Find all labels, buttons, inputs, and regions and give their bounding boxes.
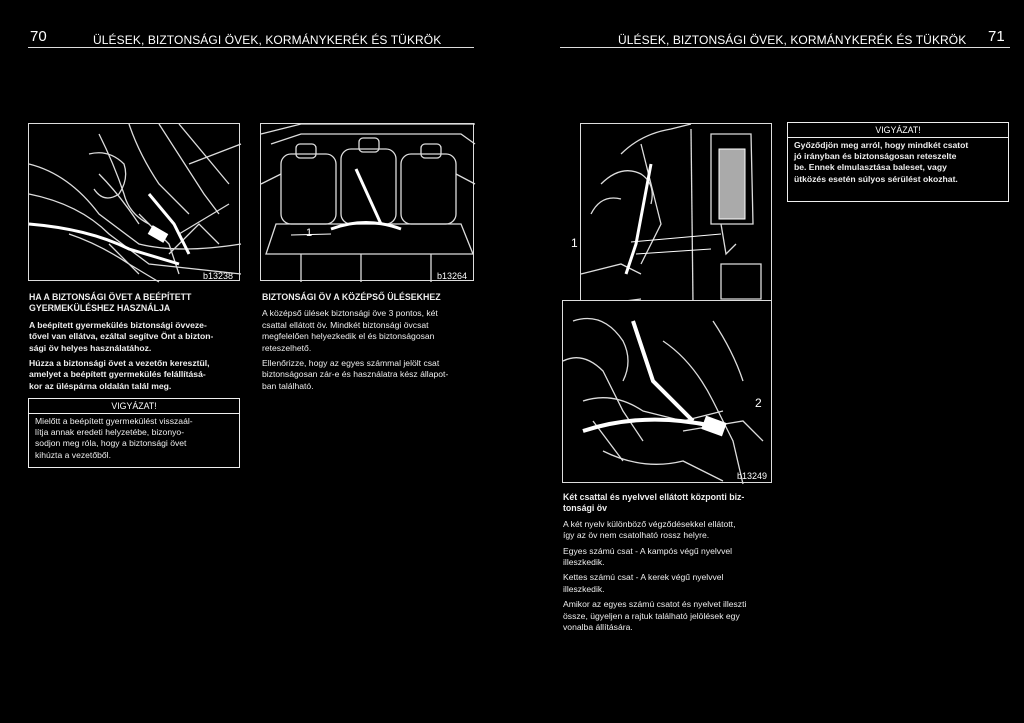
figure-center-belt-buckles bbox=[562, 300, 772, 483]
warning2-line: jó irányban és biztonságosan reteszelte bbox=[794, 151, 957, 162]
warning1-line: Mielőtt a beépített gyermekülést visszaál- bbox=[35, 416, 193, 426]
section3-para2-line: illeszkedik. bbox=[563, 557, 605, 568]
warning1-body bbox=[29, 414, 239, 464]
section3-para4 bbox=[563, 599, 783, 633]
warning2-body bbox=[788, 138, 1008, 188]
section1-para2 bbox=[29, 358, 241, 392]
left-page-number: 70 bbox=[30, 28, 47, 45]
warning1-line: sodjon meg róla, hogy a biztonsági övet bbox=[35, 438, 187, 449]
section3-para4-line: Amikor az egyes számú csatot és nyelvet illeszti bbox=[563, 599, 747, 610]
section-center-seat-belt bbox=[262, 292, 476, 396]
section3-heading bbox=[563, 492, 783, 515]
section3-para2-line: Egyes számú csat - A kampós végű nyelvvel bbox=[563, 545, 733, 556]
warning2-line: ütközés esetén súlyos sérülést okozhat. bbox=[794, 173, 958, 184]
section2-para2-line: Ellenőrizze, hogy az egyes számmal jelölt csat bbox=[262, 358, 440, 369]
section3-para4-line: össze, ügyeljen a rajtuk található jelölések egy bbox=[563, 610, 740, 621]
section1-heading-line1: HA A BIZTONSÁGI ÖVET A BEÉPÍTETT bbox=[29, 292, 192, 302]
figure1-code: b13238 bbox=[203, 271, 234, 281]
right-page-header: ÜLÉSEK, BIZTONSÁGI ÖVEK, KORMÁNYKERÉK ÉS TÜKRÖK bbox=[618, 33, 967, 47]
section1-para1-line: A beépített gyermekülés biztonsági övveze- bbox=[29, 319, 207, 330]
right-page-number: 71 bbox=[988, 28, 1005, 45]
warning1-line: kihúzta a vezetőből. bbox=[35, 449, 111, 460]
child-seat-illustration bbox=[29, 124, 241, 282]
section3-para3 bbox=[563, 572, 783, 595]
section2-heading: BIZTONSÁGI ÖV A KÖZÉPSŐ ÜLÉSEKHEZ bbox=[262, 292, 441, 302]
section1-para2-line: amelyet a beépített gyermekülés felállításá- bbox=[29, 369, 206, 380]
figure-buckle-detail bbox=[571, 123, 772, 310]
section-child-seat bbox=[29, 292, 241, 396]
figure2-code: b13264 bbox=[437, 271, 468, 281]
warning2-title: VIGYÁZAT! bbox=[788, 123, 1008, 138]
warning2-line: be. Ennek elmulasztása baleset, vagy bbox=[794, 162, 947, 173]
section3-para1-line: A két nyelv különböző végződésekkel ellátott, bbox=[563, 518, 736, 529]
right-header-rule bbox=[560, 47, 1010, 48]
section1-para1-line: tővel van ellátva, ezáltal segítve Önt a bizton- bbox=[29, 331, 214, 342]
section3-para4-line: vonalba állítására. bbox=[563, 622, 633, 633]
section2-para1-line: A középső ülések biztonsági öve 3 pontos, két bbox=[262, 308, 438, 319]
figure4-callout-2: 2 bbox=[755, 396, 762, 410]
left-header-rule bbox=[28, 47, 474, 48]
section1-para1-line: sági öv helyes használatához. bbox=[29, 342, 152, 353]
warning-box-child-seat bbox=[28, 398, 240, 468]
section2-para2 bbox=[262, 358, 476, 392]
section2-para2-line: biztonságosan zár-e és használatra kész állapot- bbox=[262, 369, 449, 380]
section2-para1-line: reteszelhető. bbox=[262, 342, 312, 353]
section3-para2 bbox=[563, 546, 783, 569]
section3-para3-line: Kettes számú csat - A kerek végű nyelvvel bbox=[563, 572, 724, 583]
warning-box-center-belt bbox=[787, 122, 1009, 202]
warning1-title: VIGYÁZAT! bbox=[29, 399, 239, 414]
section3-para1 bbox=[563, 519, 783, 542]
section3-para3-line: illeszkedik. bbox=[563, 583, 605, 594]
figure2-callout-1: 1 bbox=[306, 227, 313, 239]
buckle-detail-illustration bbox=[581, 124, 773, 311]
figure4-code: b13249 bbox=[737, 471, 768, 481]
section1-para2-line: Húzza a biztonsági övet a vezetőn keresztül, bbox=[29, 358, 210, 369]
warning1-line: lítja annak eredeti helyzetébe, bizonyo- bbox=[35, 427, 185, 438]
left-page-header: ÜLÉSEK, BIZTONSÁGI ÖVEK, KORMÁNYKERÉK ÉS TÜKRÖK bbox=[93, 33, 442, 47]
figure3-callout-1: 1 bbox=[571, 236, 578, 250]
figure-child-seat-belt bbox=[28, 123, 240, 281]
section1-heading-line2: GYERMEKÜLÉSHEZ HASZNÁLJA bbox=[29, 303, 171, 314]
section2-para2-line: ban található. bbox=[262, 380, 314, 391]
section2-para1-line: megfelelően helyezkedik el és biztonságosan bbox=[262, 331, 435, 342]
section2-para1 bbox=[262, 308, 476, 354]
figure-rear-seats bbox=[260, 123, 474, 281]
warning2-line: Győződjön meg arról, hogy mindkét csatot bbox=[794, 140, 969, 150]
section2-para1-line: csattal ellátott öv. Mindkét biztonsági övcsat bbox=[262, 319, 429, 330]
center-belt-illustration bbox=[563, 301, 773, 484]
section-two-buckle-belt bbox=[563, 492, 783, 637]
section1-para2-line: kor az üléspárna oldalán talál meg. bbox=[29, 380, 172, 391]
rear-seats-illustration bbox=[261, 124, 475, 282]
section3-para1-line: így az öv nem csatolható rossz helyre. bbox=[563, 530, 710, 541]
section3-heading-line: tonsági öv bbox=[563, 503, 607, 514]
section1-para1 bbox=[29, 320, 241, 354]
section3-heading-line: Két csattal és nyelvvel ellátott központi biz- bbox=[563, 492, 745, 502]
